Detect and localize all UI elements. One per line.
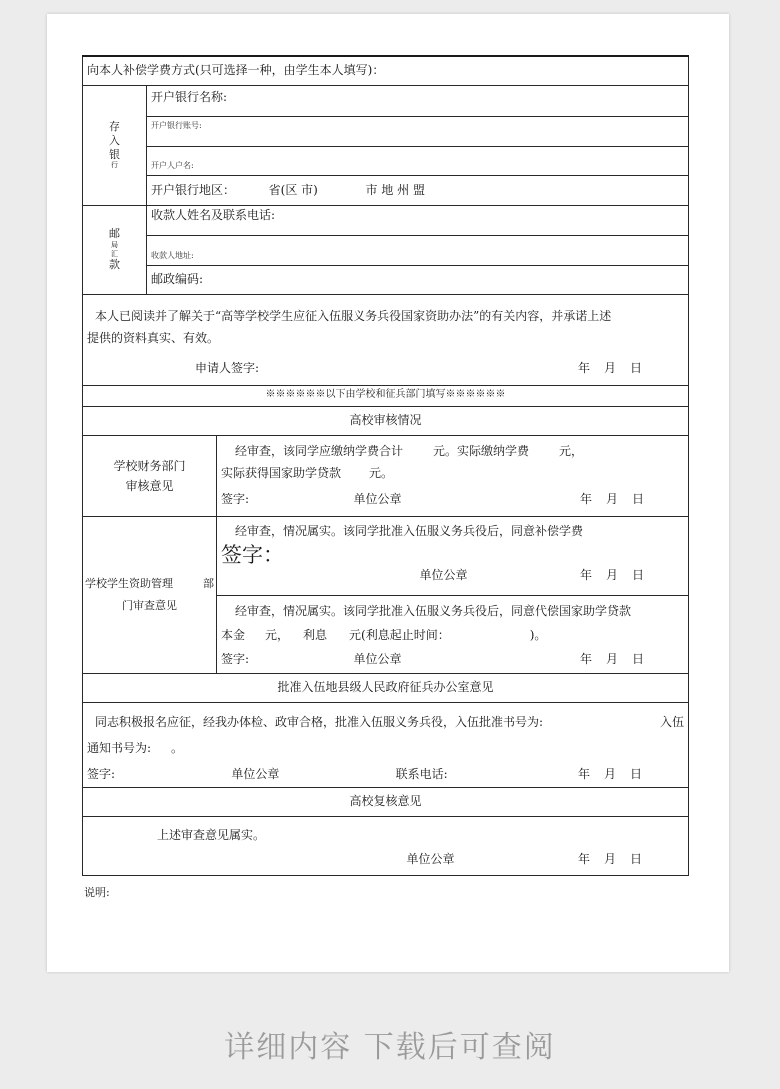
finance-review-cell: 经审查，该同学应缴纳学费合计 元。实际缴纳学费 元， 实际获得国家助学贷款 元。 签字: 单位公章 年 月 日 — [217, 435, 689, 516]
bank-account-field[interactable]: 开户银行账号: — [147, 116, 689, 146]
finance-dept-label: 学校财务部门 审核意见 — [83, 435, 217, 516]
declaration-text-2: 提供的资料真实、有效。 — [87, 330, 220, 345]
enlist-date: 年 月 日 — [577, 766, 642, 781]
aid-date-1: 年 月 日 — [579, 567, 644, 582]
applicant-sign-label[interactable]: 申请人签字: — [195, 360, 260, 375]
aid-sign-label[interactable]: 签字: — [221, 651, 250, 666]
notes-label: 说明: — [84, 886, 110, 899]
payee-name-phone-field[interactable]: 收款人姓名及联系电话: — [147, 205, 689, 235]
declaration-text-1: 本人已阅读并了解关于“高等学校学生应征入伍服义务兵役国家资助办法”的有关内容，并承诺上述 — [95, 308, 612, 323]
aid-seal-1: 单位公章 — [419, 567, 468, 582]
download-prompt[interactable]: 详细内容 下载后可查阅 — [224, 1030, 556, 1065]
aid-seal-2: 单位公章 — [353, 651, 402, 666]
postcode-field[interactable]: 邮政编码: — [147, 265, 689, 294]
recheck-section: 上述审查意见属实。 单位公章 年 月 日 — [83, 816, 689, 875]
enlist-title: 批准入伍地县级人民政府征兵办公室意见 — [83, 673, 689, 702]
aid-loan-cell: 经审查，情况属实。该同学批准入伍服义务兵役后，同意代偿国家助学贷款 本金 元， 利息 元(利息起止时间： )。 签字: 单位公章 年 月 日 — [217, 595, 689, 673]
aid-tuition-cell: 经审查，情况属实。该同学批准入伍服义务兵役后，同意补偿学费 签字： 单位公章 年 月 日 — [217, 516, 689, 595]
aid-dept-label: 学校学生资助管理 部 门审查意见 — [83, 516, 217, 673]
account-holder-field[interactable]: 开户人户名: — [147, 146, 689, 175]
divider-note: ※※※※※※以下由学校和征兵部门填写※※※※※※ — [83, 385, 689, 406]
review-title: 高校审核情况 — [83, 406, 689, 435]
bank-deposit-label: 存 入 银 行 — [83, 85, 147, 205]
payee-address-field[interactable]: 收款人地址: — [147, 235, 689, 265]
finance-seal: 单位公章 — [353, 491, 402, 506]
method-prompt: 向本人补偿学费方式(只可选择一种，由学生本人填写)： — [83, 56, 689, 85]
bank-name-field[interactable]: 开户银行名称: — [147, 85, 689, 116]
declaration-section — [83, 294, 689, 385]
finance-date: 年 月 日 — [579, 491, 644, 506]
enlist-section: 同志积极报名应征，经我办体检、政审合格，批准入伍服义务兵役，入伍批准书号为: 入伍 通知书号为: 。 签字: 单位公章 联系电话: 年 月 日 — [83, 702, 689, 787]
enlist-phone-label[interactable]: 联系电话: — [395, 766, 448, 781]
recheck-seal: 单位公章 — [406, 851, 455, 866]
recheck-date: 年 月 日 — [577, 851, 642, 866]
recheck-title: 高校复核意见 — [83, 787, 689, 816]
document-page — [47, 14, 729, 972]
finance-sign-label[interactable]: 签字: — [221, 491, 250, 506]
aid-big-sign-label[interactable]: 签字： — [221, 542, 284, 567]
aid-application-form — [82, 55, 689, 876]
bank-region-field[interactable]: 开户银行地区： 省(区 市) 市 地 州 盟 — [147, 175, 689, 205]
aid-date-2: 年 月 日 — [579, 651, 644, 666]
post-remit-label: 邮 局 汇 款 — [83, 205, 147, 294]
enlist-sign-label[interactable]: 签字: — [87, 766, 116, 781]
enlist-seal: 单位公章 — [231, 766, 280, 781]
declaration-date: 年 月 日 — [577, 360, 642, 375]
